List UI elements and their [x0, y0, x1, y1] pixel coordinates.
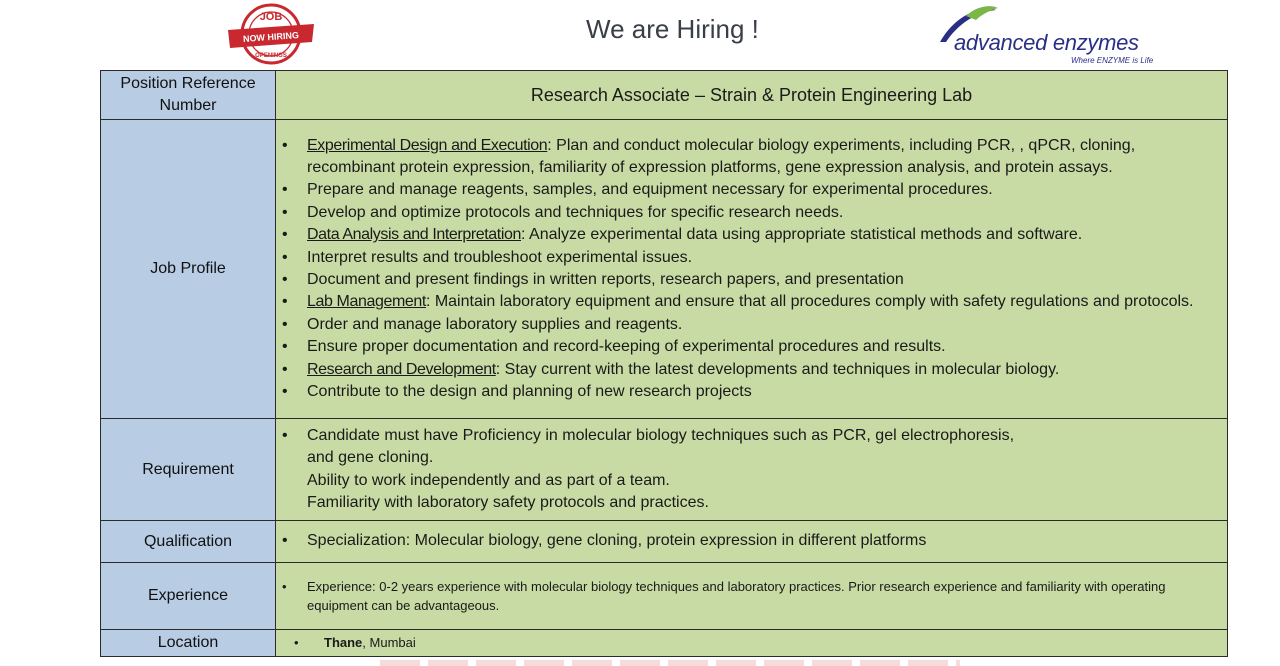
- company-logo: [936, 4, 1156, 68]
- location-region: Mumbai: [369, 634, 416, 650]
- position-ref-value: Research Associate – Strain & Protein Engineering Lab: [276, 71, 1228, 120]
- item-text: : Analyze experimental data using appropriate statistical methods and software.: [521, 226, 1083, 244]
- item-text: Order and manage laboratory supplies and reagents.: [307, 315, 683, 333]
- requirement-label: Requirement: [101, 419, 276, 521]
- qualification-label: Qualification: [101, 521, 276, 563]
- experience-label: Experience: [101, 563, 276, 630]
- location-separator: ,: [362, 634, 370, 650]
- list-item: [282, 447, 1217, 469]
- item-text: Ability to work independently and as part of a team.: [307, 471, 670, 489]
- list-item: [282, 179, 1217, 201]
- cropped-footer-text: [380, 660, 960, 666]
- list-item: [282, 247, 1217, 269]
- location-content: [276, 630, 1228, 657]
- item-text: Contribute to the design and planning of new research projects: [307, 383, 752, 401]
- requirement-row: [101, 419, 1228, 521]
- location-row: [101, 630, 1228, 657]
- list-item: [282, 269, 1217, 291]
- page-header: [0, 0, 1280, 70]
- qualification-row: [101, 521, 1228, 563]
- stamp-top-text: JOB: [259, 11, 283, 23]
- list-item: [282, 202, 1217, 224]
- list-item: [282, 135, 1217, 180]
- job-profile-label: Job Profile: [101, 120, 276, 419]
- item-text: Document and present findings in written reports, research papers, and presentation: [307, 271, 904, 288]
- item-heading: Lab Management: [307, 293, 426, 311]
- logo-tagline: Where ENZYME is Life: [1071, 56, 1154, 65]
- job-profile-list: [282, 135, 1217, 404]
- experience-row: [101, 563, 1228, 630]
- qualification-text: • Specialization: Molecular biology, gene cloning, protein expression in different platforms: [282, 530, 1217, 552]
- logo-name: advanced enzymes: [954, 30, 1139, 55]
- item-text: Ensure proper documentation and record-keeping of experimental procedures and results.: [307, 338, 946, 356]
- location-value: [276, 632, 1227, 654]
- item-text: Prepare and manage reagents, samples, and equipment necessary for experimental procedures.: [307, 181, 993, 199]
- list-item: [282, 336, 1217, 358]
- item-text: : Stay current with the latest developments and techniques in molecular biology.: [495, 360, 1060, 378]
- location-label: Location: [101, 630, 276, 657]
- item-text: Develop and optimize protocols and techniques for specific research needs.: [307, 203, 844, 221]
- list-item: [282, 425, 1217, 447]
- list-item: [282, 470, 1217, 492]
- item-text: and gene cloning.: [307, 449, 434, 467]
- list-item: [282, 381, 1217, 403]
- list-item: [282, 492, 1217, 514]
- list-item: [282, 359, 1217, 381]
- item-text: : Maintain laboratory equipment and ensure that all procedures comply with safety regulations and protocols.: [425, 293, 1194, 311]
- stamp-bottom-text: OPENINGS: [255, 53, 287, 59]
- experience-content: [276, 563, 1228, 630]
- item-text: Interpret results and troubleshoot experimental issues.: [307, 248, 693, 266]
- item-text: Familiarity with laboratory safety protocols and practices.: [307, 493, 709, 511]
- job-profile-row: [101, 120, 1228, 419]
- location-city: Thane: [324, 634, 363, 650]
- item-text: Candidate must have Proficiency in molecular biology techniques such as PCR, gel electrophoresis,: [307, 426, 1015, 444]
- item-text: : Plan and conduct molecular biology experiments, including PCR, , qPCR, cloning, recombinant protein expression, familiarity of expression platforms, gene expression analysis, and protein assays.: [307, 136, 1136, 176]
- stamp-ribbon-text: NOW HIRING: [242, 30, 300, 44]
- page-title: We are Hiring !: [586, 14, 759, 44]
- item-heading: Experimental Design and Execution: [307, 136, 548, 154]
- list-item: [282, 224, 1217, 246]
- job-profile-content: [276, 120, 1228, 419]
- qualification-content: [276, 521, 1228, 563]
- list-item: [282, 314, 1217, 336]
- now-hiring-stamp-icon: [226, 2, 316, 66]
- requirement-content: [276, 419, 1228, 521]
- position-ref-label: Position Reference Number: [101, 71, 276, 120]
- experience-text: • Experience: 0-2 years experience with molecular biology techniques and laboratory practices. Prior research experience and familiarity with operating equipment can be advantageous.: [282, 577, 1217, 615]
- position-row: [101, 71, 1228, 120]
- item-heading: Data Analysis and Interpretation: [307, 226, 522, 244]
- item-heading: Research and Development: [307, 360, 496, 378]
- requirement-list: [282, 425, 1217, 515]
- job-details-table: [100, 70, 1228, 657]
- list-item: [282, 291, 1217, 313]
